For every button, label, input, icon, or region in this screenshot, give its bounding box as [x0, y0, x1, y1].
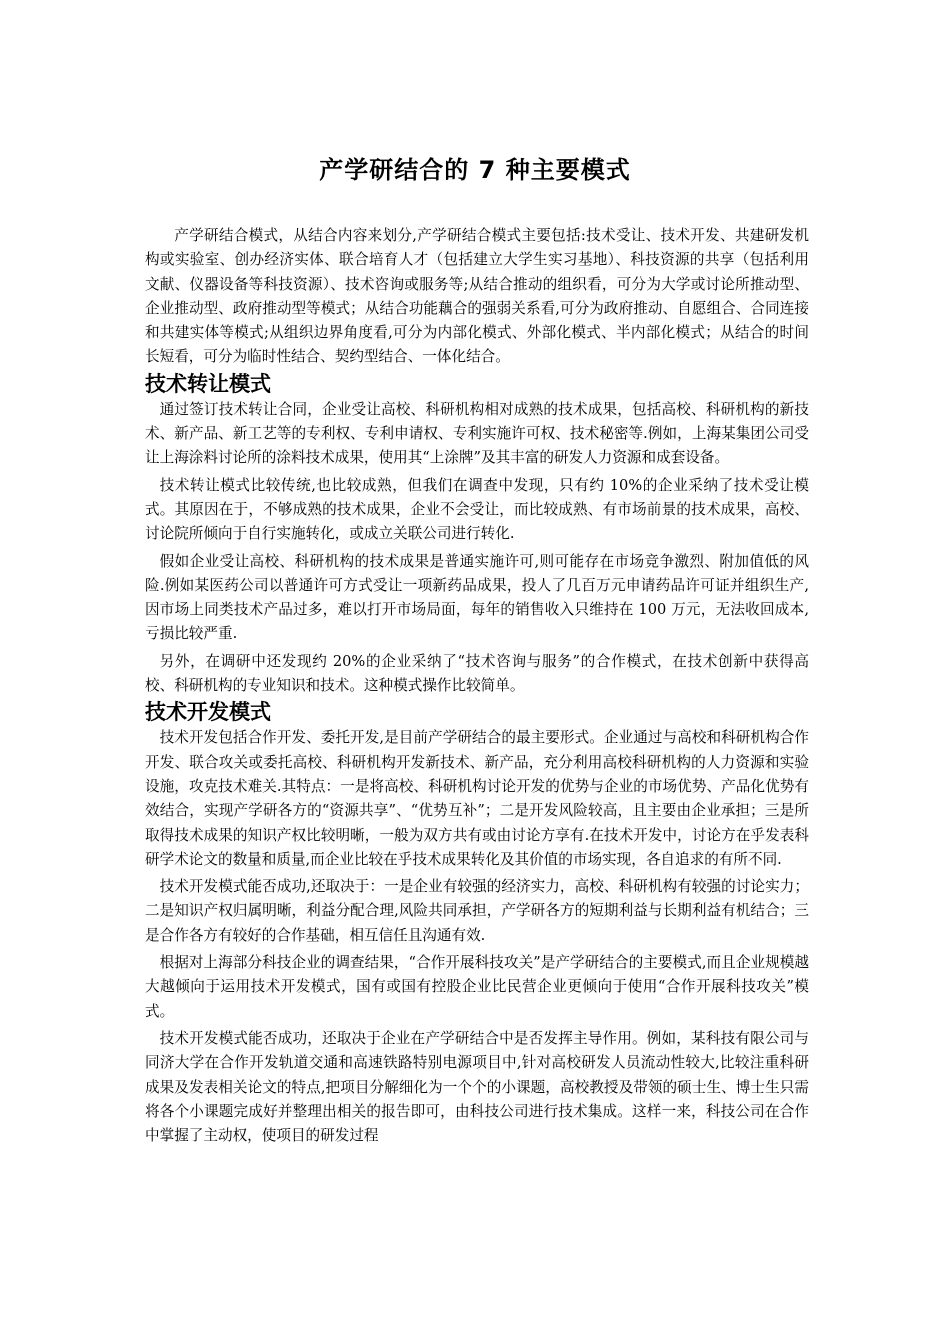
section-heading-tech-transfer: 技术转让模式	[145, 371, 271, 396]
body-paragraph: 通过签订技术转让合同，企业受让高校、科研机构相对成熟的技术成果，包括高校、科研机构的新技术、新产品、新工艺等的专利权、专利申请权、专利实施许可权、技术秘密等.例如，上海某集团公司受让上海涂料讨论所的涂料技术成果，使用其“上涂牌”及其丰富的研发人力资源和成套设备。	[145, 400, 809, 467]
body-paragraph: 技术开发模式能否成功，还取决于企业在产学研结合中是否发挥主导作用。例如，某科技有限公司与同济大学在合作开发轨道交通和高速铁路特别电源项目中,针对高校研发人员流动性较大,比较注重科研成果及发表相关论文的特点,把项目分解细化为一个个的小课题，高校教授及带领的硕士生、博士生只需将各个小课题完成好并整理出相关的报告即可，由科技公司进行技术集成。这样一来，科技公司在合作中掌握了主动权，使项目的研发过程	[145, 1029, 809, 1145]
body-paragraph: 技术转让模式比较传统,也比较成熟，但我们在调查中发现，只有约 10%的企业采纳了技术受让模式。其原因在于，不够成熟的技术成果，企业不会受让，而比较成熟、有市场前景的技术成果，高校、讨论院所倾向于自行实施转化，或成立关联公司进行转化.	[145, 476, 809, 543]
body-paragraph: 技术开发模式能否成功,还取决于：一是企业有较强的经济实力，高校、科研机构有较强的讨论实力；二是知识产权归属明晰，利益分配合理,风险共同承担，产学研各方的短期利益与长期利益有机结合；三是合作各方有较好的合作基础，相互信任且沟通有效.	[145, 878, 809, 944]
document-title: 产学研结合的 7 种主要模式	[319, 156, 631, 184]
section-heading-tech-development: 技术开发模式	[145, 700, 271, 725]
body-paragraph: 另外，在调研中还发现约 20%的企业采纳了“技术咨询与服务”的合作模式，在技术创新中获得高校、科研机构的专业知识和技术。这种模式操作比较简单。	[145, 652, 809, 695]
intro-paragraph: 产学研结合模式，从结合内容来划分,产学研结合模式主要包括:技术受让、技术开发、共建研发机构或实验室、创办经济实体、联合培育人才（包括建立大学生实习基地）、科技资源的共享（包括利用文献、仪器设备等科技资源）、技术咨询或服务等;从结合推动的组织看，可分为大学或讨论所推动型、企业推动型、政府推动型等模式；从结合功能藕合的强弱关系看,可分为政府推动、自愿组合、合同连接和共建实体等模式;从组织边界角度看,可分为内部化模式、外部化模式、半内部化模式；从结合的时间长短看，可分为临时性结合、契约型结合、一体化结合。	[145, 227, 809, 366]
body-paragraph: 假如企业受让高校、科研机构的技术成果是普通实施许可,则可能存在市场竞争激烈、附加值低的风险.例如某医药公司以普通许可方式受让一项新药品成果，投人了几百万元申请药品许可证并组织生产,因市场上同类技术产品过多，难以打开市场局面，每年的销售收入只维持在 100 万元，无法收回成本,亏损比较严重.	[145, 552, 809, 643]
body-paragraph: 技术开发包括合作开发、委托开发,是目前产学研结合的最主要形式。企业通过与高校和科研机构合作开发、联合攻关或委托高校、科研机构开发新技术、新产品，充分利用高校科研机构的人力资源和实验设施，攻克技术难关.其特点：一是将高校、科研机构讨论开发的优势与企业的市场优势、产品化优势有效结合，实现产学研各方的“资源共享”、“优势互补”；二是开发风险较高，且主要由企业承担；三是所取得技术成果的知识产权比较明晰，一般为双方共有或由讨论方享有.在技术开发中，讨论方在乎发表科研学术论文的数量和质量,而企业比较在乎技术成果转化及其价值的市场实现，各自追求的有所不同.	[145, 729, 809, 868]
body-paragraph: 根据对上海部分科技企业的调查结果，“合作开展科技攻关”是产学研结合的主要模式,而且企业规模越大越倾向于运用技术开发模式，国有或国有控股企业比民营企业更倾向于使用“合作开展科技攻关”模式。	[145, 954, 809, 1020]
document-body	[145, 224, 809, 1148]
